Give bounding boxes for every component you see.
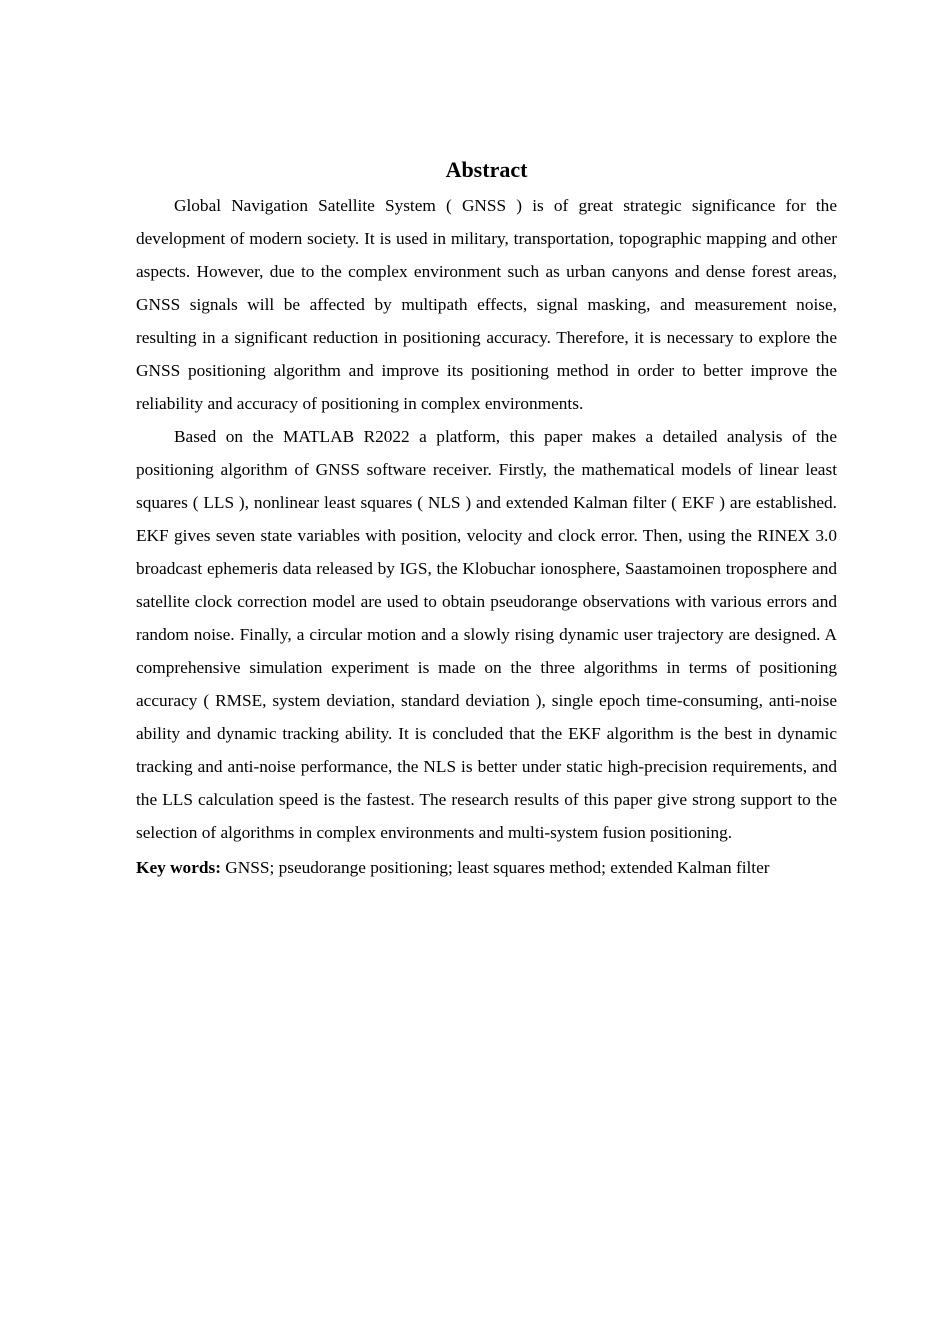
keywords-label: Key words: — [136, 858, 221, 877]
abstract-page — [136, 152, 837, 884]
abstract-paragraph-2: Based on the MATLAB R2022 a platform, this paper makes a detailed analysis of the positioning algorithm of GNSS software receiver. Firstly, the mathematical models of linear least squares ( LLS ), nonlinear least squares ( NLS ) and extended Kalman filter ( EKF ) are established. EKF gives seven state variables with position, velocity and clock error. Then, using the RINEX 3.0 broadcast ephemeris data released by IGS, the Klobuchar ionosphere, Saastamoinen troposphere and satellite clock correction model are used to obtain pseudorange observations with various errors and random noise. Finally, a circular motion and a slowly rising dynamic user trajectory are designed. A comprehensive simulation experiment is made on the three algorithms in terms of positioning accuracy ( RMSE, system deviation, standard deviation ), single epoch time-consuming, anti-noise ability and dynamic tracking ability. It is concluded that the EKF algorithm is the best in dynamic tracking and anti-noise performance, the NLS is better under static high-precision requirements, and the LLS calculation speed is the fastest. The research results of this paper give strong support to the selection of algorithms in complex environments and multi-system fusion positioning. — [136, 427, 837, 842]
keywords-text: GNSS; pseudorange positioning; least squares method; extended Kalman filter — [220, 858, 770, 877]
abstract-title: Abstract — [445, 157, 528, 182]
keywords-line — [136, 851, 837, 884]
abstract-paragraph-1: Global Navigation Satellite System ( GNSS ) is of great strategic significance for the development of modern society. It is used in military, transportation, topographic mapping and other aspects. However, due to the complex environment such as urban canyons and dense forest areas, GNSS signals will be affected by multipath effects, signal masking, and measurement noise, resulting in a significant reduction in positioning accuracy. Therefore, it is necessary to explore the GNSS positioning algorithm and improve its positioning method in order to better improve the reliability and accuracy of positioning in complex environments. — [136, 196, 837, 413]
